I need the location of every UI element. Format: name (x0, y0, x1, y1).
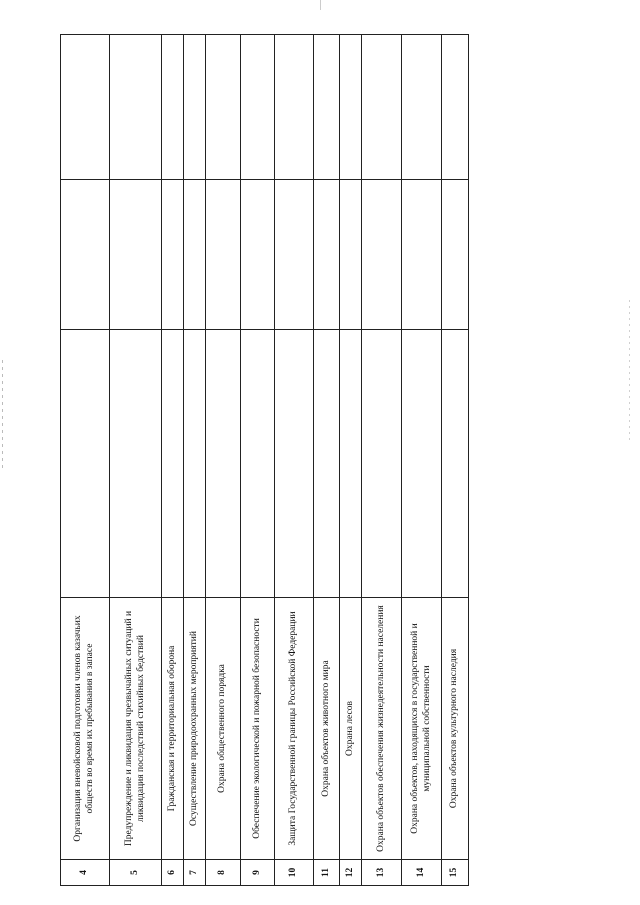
table-row (61, 35, 110, 886)
row-activity: Охрана общественного порядка (206, 598, 241, 860)
row-activity: Организация вневойсковой подготовки членов казачьих обществ во время их пребывания в запасе (61, 598, 110, 860)
empty-cell (314, 330, 340, 598)
table-row (184, 35, 206, 886)
empty-cell (442, 180, 469, 330)
empty-cell (61, 180, 110, 330)
empty-cell (402, 330, 442, 598)
empty-cell (442, 35, 469, 180)
row-number: 5 (110, 860, 162, 886)
empty-cell (162, 180, 184, 330)
row-activity: Обеспечение экологической и пожарной безопасности (241, 598, 275, 860)
empty-cell (275, 330, 314, 598)
empty-cell (241, 330, 275, 598)
row-number: 12 (340, 860, 362, 886)
table-row (206, 35, 241, 886)
empty-cell (314, 180, 340, 330)
row-activity: Охрана лесов (340, 598, 362, 860)
row-number: 4 (61, 860, 110, 886)
empty-cell (275, 35, 314, 180)
empty-cell (362, 330, 402, 598)
row-number: 6 (162, 860, 184, 886)
empty-cell (340, 330, 362, 598)
row-activity: Охрана объектов культурного наследия (442, 598, 469, 860)
table-row (241, 35, 275, 886)
empty-cell (314, 35, 340, 180)
row-activity: Охрана объектов животного мира (314, 598, 340, 860)
scan-artifact-left (2, 360, 3, 470)
row-activity: Гражданская и территориальная оборона (162, 598, 184, 860)
row-activity: Предупреждение и ликвидация чрезвычайных ситуаций и ликвидация последствий стихийных бедствий (110, 598, 162, 860)
empty-cell (206, 330, 241, 598)
row-activity: Охрана объектов, находящихся в государственной и муниципальной собственности (402, 598, 442, 860)
table-row (110, 35, 162, 886)
row-number: 14 (402, 860, 442, 886)
empty-cell (442, 330, 469, 598)
empty-cell (110, 35, 162, 180)
duties-table (60, 34, 469, 886)
empty-cell (362, 180, 402, 330)
row-number: 10 (275, 860, 314, 886)
table-row (314, 35, 340, 886)
row-number: 7 (184, 860, 206, 886)
empty-cell (184, 330, 206, 598)
empty-cell (275, 180, 314, 330)
table-row (275, 35, 314, 886)
scan-artifact-right (629, 300, 630, 440)
empty-cell (162, 330, 184, 598)
row-activity: Защита Государственной границы Российской Федерации (275, 598, 314, 860)
empty-cell (61, 35, 110, 180)
empty-cell (184, 35, 206, 180)
row-activity: Охрана объектов обеспечения жизнедеятельности населения (362, 598, 402, 860)
empty-cell (110, 180, 162, 330)
empty-cell (162, 35, 184, 180)
table-row (402, 35, 442, 886)
empty-cell (402, 35, 442, 180)
row-number: 8 (206, 860, 241, 886)
row-number: 11 (314, 860, 340, 886)
empty-cell (206, 35, 241, 180)
scan-artifact-top (320, 0, 321, 10)
table-row (362, 35, 402, 886)
row-activity: Осуществление природоохранных мероприятий (184, 598, 206, 860)
row-number: 15 (442, 860, 469, 886)
empty-cell (402, 180, 442, 330)
empty-cell (340, 35, 362, 180)
empty-cell (110, 330, 162, 598)
empty-cell (184, 180, 206, 330)
table-row (162, 35, 184, 886)
table-row (442, 35, 469, 886)
row-number: 13 (362, 860, 402, 886)
empty-cell (206, 180, 241, 330)
table-row (340, 35, 362, 886)
empty-cell (362, 35, 402, 180)
empty-cell (241, 180, 275, 330)
empty-cell (340, 180, 362, 330)
empty-cell (241, 35, 275, 180)
row-number: 9 (241, 860, 275, 886)
empty-cell (61, 330, 110, 598)
